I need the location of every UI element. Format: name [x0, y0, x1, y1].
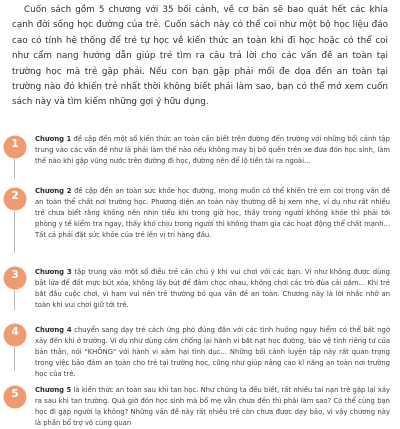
chapter-body: là kiến thức an toàn sau khi tan học. Như chúng ta đều biết, rất nhiều tai nạn trẻ gặp lại xảy ra sau khi tan trường. Quá giờ đón học sinh mà bố mẹ vẫn chưa đến thì phải làm sao? Có thể cùng bạn học đi gặp người lạ không? Những vấn đề này rất nhiều trẻ còn chưa được dạy bảo, vì vậy chương này là phần bổ trợ vô cùng quan — [35, 386, 390, 428]
timeline-connector — [14, 159, 15, 179]
chapter-body: chuyển sang dạy trẻ cách ứng phó đúng đắn với các tình huống nguy hiểm có thể bất ngờ xảy đến khi ở trường. Ví dụ như dùng cảm chống lại hành vi bắt nạt học đường, bảo vệ tính riêng tư của bản thân, nói "KHÔNG" với hành vi xâm hại tình dục... Những bối cảnh luyện tập này rất quan trọng trong việc bảo đảm an toàn cho trẻ tại trường học, cũng như giúp nâng cao kĩ năng an toàn nơi trường học của trẻ. — [35, 326, 390, 379]
chapter-text — [35, 385, 390, 429]
chapter-number-badge — [3, 187, 27, 211]
chapter-body: tập trung vào một số điều trẻ cần chú ý khi vui chơi với các bạn. Ví như không được dùng bật lửa để đốt mực bút xóa, không lấy bút để đâm chọc nhau, không chơi các trò đùa cải oắm... Khi trẻ bắt đầu cuộc chơi, vì ham vui nên trẻ thường bỏ qua vấn đề an toàn. Chương này là lời nhắc nhở an toàn khi vui chơi giữ tới trẻ. — [35, 268, 390, 310]
chapter-text — [35, 186, 390, 241]
chapter-body: đề cập đến một số kiến thức an toàn cần biết trên đường đến trường với những bối cảnh tập trung vào các vấn đề như là phải làm thế nào nếu không may bị bỏ quên trên xe đưa đón học sinh, làm thế nào khi gặp vũng nước trên đường đi học, đường nên để lộ tiền tài ra ngoài... — [35, 135, 390, 166]
chapter-number-badge — [3, 266, 27, 290]
chapter-heading: Chương 5 — [35, 386, 72, 394]
chapter-number: 2 — [11, 190, 19, 202]
chapter-number: 5 — [11, 388, 19, 400]
timeline-connector — [14, 347, 15, 371]
chapter-number-badge — [3, 385, 27, 409]
chapter-number: 3 — [11, 269, 19, 281]
chapter-heading: Chương 3 — [35, 268, 72, 276]
timeline-connector — [14, 211, 15, 253]
chapter-number: 4 — [11, 326, 19, 338]
chapter-number: 1 — [11, 138, 19, 150]
chapter-text — [35, 325, 390, 380]
chapter-heading: Chương 4 — [35, 326, 72, 334]
chapter-body: đề cập đến an toàn sức khỏe học đường, mong muốn có thể khiến trẻ em coi trọng vấn đề an toàn thể chất nơi trường học. Phương diện an toàn này thường dễ bị xem nhẹ, ví dụ như rất nhiều trẻ chưa biết rằng không nên nhịn tiểu khi trong giờ học, thấy trong người không khỏe thì phải tới phòng y tế kiểm tra ngay, thấy khó chịu trong người thì không tham gia các hoạt động thể chất mạnh... Tất cả phải đặt sức khỏe của trẻ lên vị trí hàng đầu. — [35, 187, 390, 240]
chapter-heading: Chương 1 — [35, 135, 72, 143]
timeline-connector — [14, 290, 15, 310]
chapter-number-badge — [3, 323, 27, 347]
chapter-text — [35, 267, 390, 311]
chapter-heading: Chương 2 — [35, 187, 72, 195]
intro-paragraph: Cuốn sách gồm 5 chương với 35 bối cảnh, về cơ bản sẽ bao quát hết các khía cạnh đời sống học đường của trẻ. Cuốn sách này có thể coi như một bộ học liệu đáo cao có tính hệ thống để trẻ tự học về kiến thức an toàn khi đi học hoặc có thể coi như cẩm nang hướng dẫn giúp trẻ tìm ra câu trả lời cho các vấn đề an toàn tại trường học mà trẻ gặp phải. Nếu con bạn gặp phải mối đe dọa đến an toàn tại trường nào đó khiến trẻ nhất thời không biết phải làm sao, bạn có thể mở xem cuốn sách này và tìm kiếm những gợi ý hữu dụng. — [12, 5, 388, 108]
chapter-number-badge — [3, 135, 27, 159]
chapter-text — [35, 134, 390, 167]
